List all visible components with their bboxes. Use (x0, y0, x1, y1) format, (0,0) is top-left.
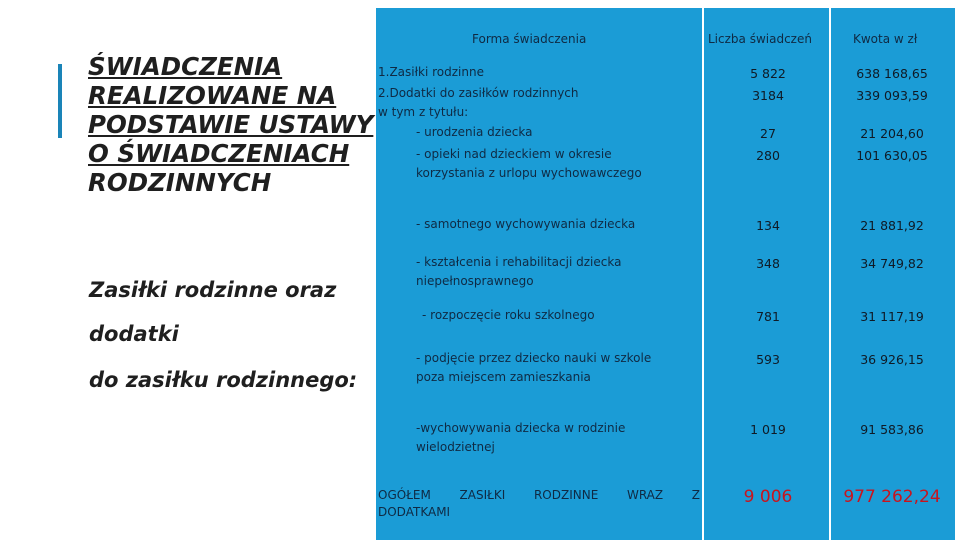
row-description: - urodzenia dziecka (416, 125, 533, 139)
row-count: 134 (756, 218, 780, 233)
row-amount: 91 583,86 (860, 422, 924, 437)
row-count: 593 (756, 352, 780, 367)
row-amount: 21 881,92 (860, 218, 924, 233)
subtitle-line-3: do zasiłku rodzinnego: (89, 368, 358, 392)
row-description: - kształcenia i rehabilitacji dziecka niepełnosprawnego (416, 255, 622, 288)
row-count: 280 (756, 148, 780, 163)
row-description: - opieki nad dzieckiem w okresie korzystania z urlopu wychowawczego (416, 147, 642, 180)
row-amount: 101 630,05 (856, 148, 928, 163)
page-title: ŚWIADCZENIA REALIZOWANE NA PODSTAWIE USTAWY O ŚWIADCZENIACH RODZINNYCH (88, 52, 374, 192)
row-amount: 339 093,59 (856, 88, 928, 103)
row-amount: 21 204,60 (860, 126, 924, 141)
header-amount: Kwota w zł (853, 32, 918, 46)
header-form: Forma świadczenia (472, 32, 587, 46)
row-count: 27 (760, 126, 776, 141)
total-label-continued: DODATKAMI (378, 505, 451, 519)
row-amount: 638 168,65 (856, 66, 928, 81)
row-description: -wychowywania dziecka w rodzinie wielodzietnej (416, 421, 626, 454)
total-label: OGÓŁEM ZASIŁKI RODZINNE WRAZ Z (378, 488, 700, 502)
row-description: 2.Dodatki do zasiłków rodzinnych w tym z tytułu: (378, 86, 579, 119)
total-count: 9 006 (743, 487, 793, 507)
row-amount: 36 926,15 (860, 352, 924, 367)
subtitle-line-1: Zasiłki rodzinne oraz (89, 278, 337, 302)
header-count: Liczba świadczeń (708, 32, 812, 46)
row-amount: 31 117,19 (860, 309, 924, 324)
column-separator (702, 8, 704, 540)
accent-bar (58, 64, 62, 138)
row-count: 348 (756, 256, 780, 271)
subtitle-line-2: dodatki (89, 322, 179, 346)
row-count: 5 822 (750, 66, 786, 81)
row-description: - rozpoczęcie roku szkolnego (422, 308, 595, 322)
row-count: 3184 (752, 88, 784, 103)
row-description: - samotnego wychowywania dziecka (416, 217, 636, 231)
total-amount: 977 262,24 (843, 487, 941, 507)
row-description: - podjęcie przez dziecko nauki w szkole poza miejscem zamieszkania (416, 351, 652, 384)
row-count: 781 (756, 309, 780, 324)
row-description: 1.Zasiłki rodzinne (378, 65, 484, 79)
row-count: 1 019 (750, 422, 786, 437)
row-amount: 34 749,82 (860, 256, 924, 271)
